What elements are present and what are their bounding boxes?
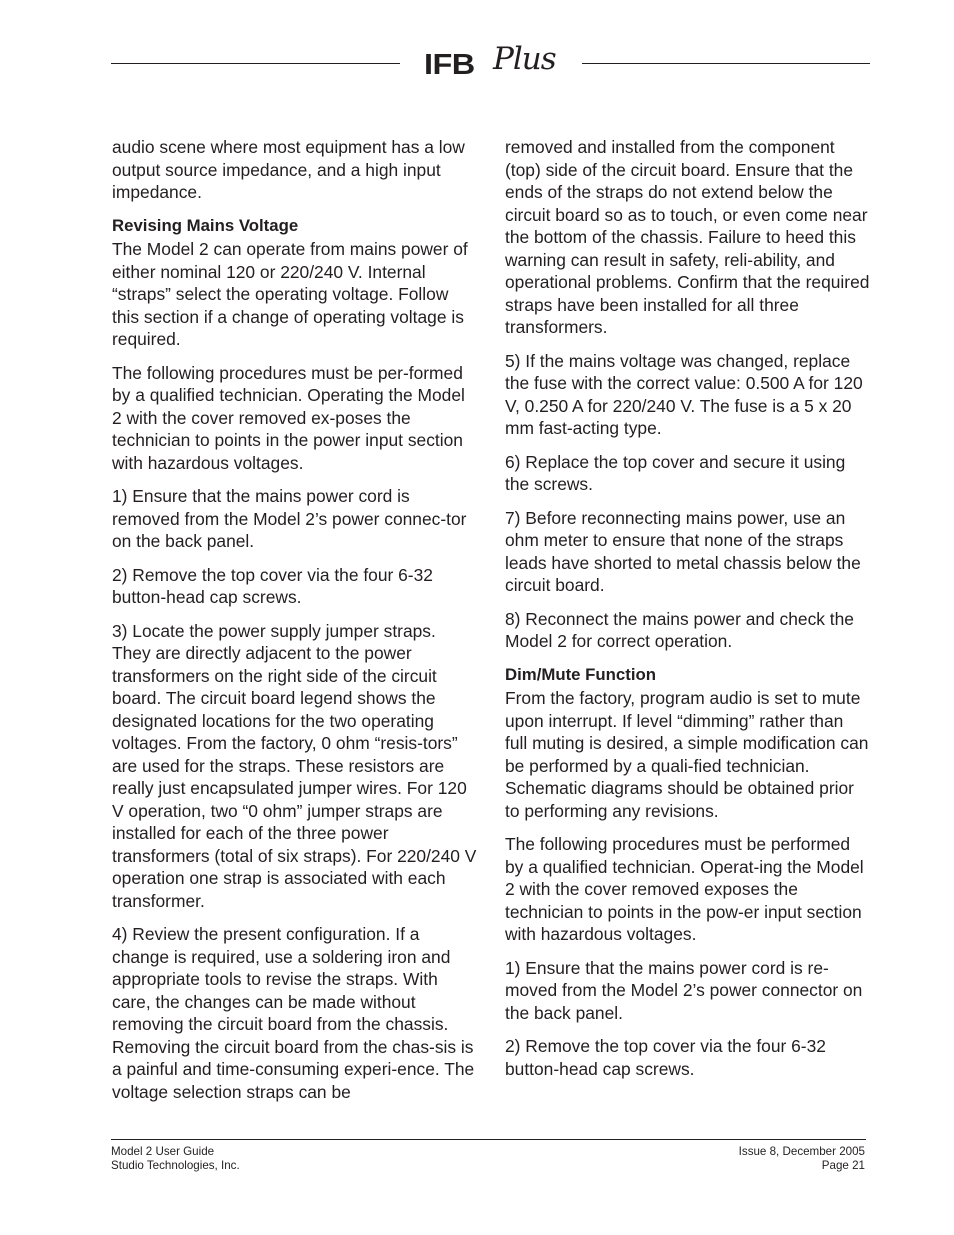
section-heading-dim-mute-function: Dim/Mute Function bbox=[505, 664, 657, 684]
step-2: 2) Remove the top cover via the four 6-32 button-head cap screws. bbox=[112, 564, 433, 607]
paragraph: The following procedures must be performed by a qualified technician. Operat-ing the Model 2 with the cover removed exposes the technician to points in the pow-er input section with hazardous voltages. bbox=[505, 834, 864, 944]
logo-script-text: Plus bbox=[493, 41, 556, 77]
footer-left bbox=[111, 1145, 240, 1173]
footer-right bbox=[739, 1145, 865, 1173]
step-6: 6) Replace the top cover and secure it using the screws. bbox=[505, 451, 846, 494]
paragraph: From the factory, program audio is set to mute upon interrupt. If level “dimming” rather than full muting is desired, a simple modification can be performed by a quali-fied technician. Schematic diagrams should be obtained prior to performing any revisions. bbox=[505, 688, 869, 821]
dim-step-2: 2) Remove the top cover via the four 6-32 button-head cap screws. bbox=[505, 1036, 826, 1079]
step-4: 4) Review the present configuration. If a change is required, use a soldering iron and appropriate tools to revise the straps. With care, the changes can be made without removing the circuit board from the chassis. Removing the circuit board from the chas-sis is a painful and time-consuming experi-ence. The voltage selection straps can be bbox=[112, 924, 475, 1102]
footer-doc-title: Model 2 User Guide bbox=[111, 1145, 215, 1158]
footer-rule bbox=[111, 1139, 866, 1140]
paragraph: The Model 2 can operate from mains power of either nominal 120 or 220/240 V. Internal “straps” select the operating voltage. Follow this section if a change of operating voltage is required. bbox=[112, 239, 468, 349]
paragraph: The following procedures must be per-formed by a qualified technician. Operating the Model 2 with the cover removed ex-poses the technician to points in the power input section with hazardous voltages. bbox=[112, 362, 465, 473]
footer-issue: Issue 8, December 2005 bbox=[738, 1145, 865, 1158]
paragraph: removed and installed from the component (top) side of the circuit board. Ensure that the ends of the straps do not extend below the circuit board so as to touch, or even come near the bottom of the chassis. Failure to heed this warning can result in safety, reli-ability, and operational problems. Confirm that the required straps have been installed for all three transformers. bbox=[505, 137, 870, 337]
dim-step-1: 1) Ensure that the mains power cord is re-moved from the Model 2’s power connector on the back panel. bbox=[505, 957, 863, 1023]
logo-main-text: IFB bbox=[424, 49, 475, 81]
header-rule-left bbox=[111, 63, 400, 64]
step-8: 8) Reconnect the mains power and check the Model 2 for correct operation. bbox=[505, 608, 854, 651]
footer-page-number: Page 21 bbox=[821, 1159, 865, 1172]
step-7: 7) Before reconnecting mains power, use an ohm meter to ensure that none of the straps leads have shorted to metal chassis below the circuit board. bbox=[505, 507, 861, 595]
right-column bbox=[505, 136, 870, 1091]
ifb-plus-logo bbox=[424, 41, 564, 86]
step-5: 5) If the mains voltage was changed, replace the fuse with the correct value: 0.500 A for 120 V, 0.250 A for 220/240 V. The fuse is a 5 x 20 mm fast-acting type. bbox=[505, 350, 863, 438]
paragraph: audio scene where most equipment has a low output source impedance, and a high input impedance. bbox=[112, 137, 465, 202]
header-rule-right bbox=[582, 63, 870, 64]
footer-company: Studio Technologies, Inc. bbox=[111, 1159, 240, 1172]
step-3: 3) Locate the power supply jumper straps. They are directly adjacent to the power transformers on the right side of the circuit board. The circuit board legend shows the designated locations for the two operating voltages. From the factory, 0 ohm “resis-tors” are used for the straps. These resistors are really just encapsulated jumper wires. For 120 V operation, two “0 ohm” jumper straps are installed for each of the three power transformers (total of six straps). For 220/240 V operation one strap is associated with each transformer. bbox=[112, 620, 477, 911]
step-1: 1) Ensure that the mains power cord is removed from the Model 2’s power connec-tor on the back panel. bbox=[112, 486, 467, 551]
section-heading-revising-mains-voltage: Revising Mains Voltage bbox=[112, 215, 299, 235]
left-column bbox=[112, 136, 477, 1114]
